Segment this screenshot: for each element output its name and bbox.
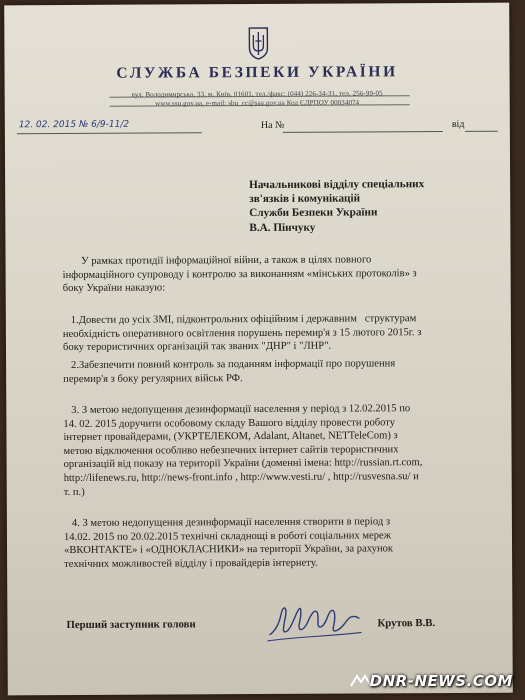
text-line: інтернет провайдерами, (УКРТЕЛЕКОМ, Adalant, Altanet, NETTeleCom) з xyxy=(63,430,398,444)
text-line: перемир'я з боку регулярних військ РФ. xyxy=(63,372,243,385)
order-item-3 xyxy=(63,402,422,499)
order-item-2 xyxy=(63,357,395,386)
order-item-1 xyxy=(63,312,422,355)
watermark-text: DNR-NEWS.COM xyxy=(369,672,513,690)
text-line: організацій від показу на території України (доменні імена: http://russian.rt.com, xyxy=(63,457,423,471)
order-item-4 xyxy=(64,515,393,571)
text-line: 2.Забезпечити повний контроль за поданням інформації про порушення xyxy=(63,358,396,372)
contact-line: www.ssu.gov.ua, e-mail: sbu_cc@ssu.gov.ua Код ЄДРПОУ 00034074 xyxy=(155,98,360,108)
text-line: 1.Довести до усіх ЗМІ, підконтрольних офіційним і державним структурам xyxy=(62,313,417,327)
organization-title: СЛУЖБА БЕЗПЕКИ УКРАЇНИ xyxy=(116,63,398,82)
reference-date-label: від xyxy=(451,118,465,130)
handwritten-signature-icon xyxy=(265,600,365,645)
addressee-line: В.А. Пінчуку xyxy=(249,221,316,234)
address-line: вул. Володимирська, 33, м. Київ, 01601, тел./факс: (044) 226-34-31, тел. 256-99-05 xyxy=(131,89,383,99)
text-line: 4. З метою недопущення дезинформації населення створити в період з xyxy=(63,516,391,530)
date-underline xyxy=(465,131,498,132)
reference-underline xyxy=(283,131,443,133)
text-line: інформаційного супроводу і контролю за виконанням «мінських протоколів» з xyxy=(62,267,417,281)
text-line: боку терористичних організацій так званих "ДНР" і "ЛНР". xyxy=(62,340,332,354)
text-line: 3. З метою недопущення дезинформації населення у період з 12.02.2015 по xyxy=(63,403,411,417)
text-line: метою відключення особливо небезпечних інтернет сайтів терористичних xyxy=(63,444,399,457)
addressee-block xyxy=(249,177,424,235)
text-line: http://lifenews.ru, http://news-front.info , http://www.vesti.ru/ , http://rusvesna.su/ и xyxy=(63,471,419,484)
text-line: 14.02. 2015 по 20.02.2015 технічні складнощі в роботі соціальних мереж xyxy=(63,529,392,543)
addressee-line: зв'язків і комунікацій xyxy=(249,192,361,206)
registration-line xyxy=(17,119,498,138)
reg-underline xyxy=(17,132,202,134)
text-line: необхідність оперативного освітлення порушень перемир'я з 15 лютого 2015г. з xyxy=(62,326,422,340)
addressee-line: Служби Безпеки України xyxy=(249,206,378,220)
text-line: «ВКОНТАКТЕ» і «ОДНОКЛАСНИКИ» на території України, за рахунок xyxy=(64,543,394,557)
reference-number-label: На № xyxy=(260,119,285,131)
addressee-line: Начальникові відділу спеціальних xyxy=(249,178,425,192)
text-line: 14. 02. 2015 доручити особовому складу Вашого відділу провести роботу xyxy=(63,416,396,430)
signatory-position: Перший заступник голови xyxy=(66,618,196,632)
text-line: т. п.) xyxy=(63,486,85,498)
trident-emblem-icon xyxy=(247,26,269,60)
intro-paragraph xyxy=(63,253,417,296)
text-line: технічних можливостей відділу і провайдерів інтернету. xyxy=(64,557,318,570)
text-line: боку України наказую: xyxy=(62,282,166,295)
document-page xyxy=(4,3,513,696)
signatory-name: Крутов В.В. xyxy=(377,617,436,630)
text-line: У рамках протидії інформаційної війни, а також в цілях повного xyxy=(62,254,372,268)
handwritten-reg-number: 12. 02. 2015 № 6/9-11/2 xyxy=(18,119,130,131)
